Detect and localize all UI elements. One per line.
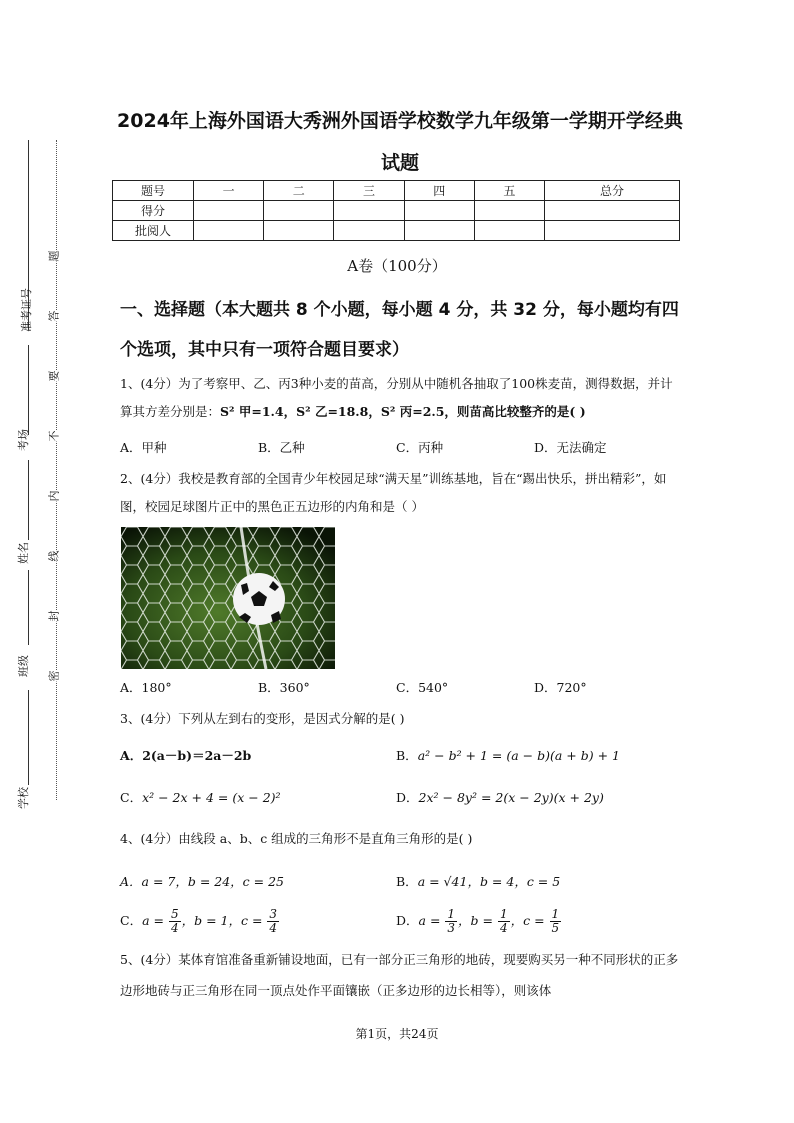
table-cell[interactable]	[545, 221, 680, 241]
table-cell: 二	[264, 181, 334, 201]
table-cell[interactable]	[264, 201, 334, 221]
table-cell[interactable]	[545, 201, 680, 221]
fraction	[267, 908, 279, 935]
math-value: 1	[220, 913, 229, 928]
q2-option-d[interactable]: D．720°	[534, 680, 587, 695]
denominator: 3	[447, 921, 456, 935]
math-expression: a = √41	[417, 874, 468, 889]
math-expression: a² − b² + 1 = (a − b)(a + b) + 1	[417, 748, 621, 763]
numerator: 1	[447, 907, 456, 921]
section-1-heading: 一、选择题（本大题共 8 个小题，每小题 4 分，共 32 分，每小题均有四个选项，其中只有一项符合题目要求）	[120, 300, 679, 360]
option-label: D．	[396, 913, 419, 928]
question-text: 1、(4分）为了考察甲、乙、丙3种小麦的苗高，分别从中随机各抽取了100株麦苗，测得数据，并计算其方差分别是：	[120, 376, 673, 419]
table-cell[interactable]	[264, 221, 334, 241]
seal-word: 要	[47, 370, 61, 382]
margin-label-class: 班级	[17, 655, 30, 677]
denominator: 4	[499, 921, 508, 935]
question-5: 5、(4分）某体育馆准备重新铺设地面，已有一部分正三角形的地砖，现要购买另一种不同形状的正多边形地砖与正三角形在同一顶点处作平面镶嵌（正多边形的边长相等），则该体	[120, 952, 679, 998]
math-expression: ，b = 4，c = 5	[467, 874, 561, 889]
table-cell: 一	[194, 181, 264, 201]
table-cell[interactable]	[404, 221, 474, 241]
question-3: 3、(4分）下列从左到右的变形，是因式分解的是( )	[120, 711, 405, 726]
q2-option-a[interactable]: A．180°	[120, 680, 172, 695]
seal-word: 封	[47, 610, 61, 622]
option-label: D．	[396, 790, 419, 805]
question-4: 4、(4分）由线段 a、b、c 组成的三角形不是直角三角形的是( )	[120, 831, 473, 846]
table-cell: 批阅人	[113, 221, 194, 241]
seal-word: 题	[47, 250, 61, 262]
q3-option-c[interactable]	[120, 788, 281, 806]
soccer-ball-photo	[121, 527, 335, 669]
option-label: B．	[396, 874, 418, 889]
table-cell: 总分	[545, 181, 680, 201]
q1-option-a[interactable]: A．甲种	[120, 440, 167, 455]
table-cell[interactable]	[194, 221, 264, 241]
margin-line	[28, 570, 29, 645]
question-2: 2、(4分）我校是教育部的全国青少年校园足球“满天星”训练基地，旨在“踢出快乐，拼出精彩”，如图，校园足球图片正中的黑色正五边形的内角和是（ ）	[120, 471, 667, 514]
margin-label-name: 姓名	[17, 542, 30, 564]
margin-line	[28, 690, 29, 785]
seal-word: 线	[47, 550, 61, 562]
table-cell: 四	[404, 181, 474, 201]
fraction	[445, 908, 457, 935]
q2-option-c[interactable]: C．540°	[396, 680, 449, 695]
q3-option-b[interactable]	[396, 746, 620, 764]
fraction	[550, 908, 562, 935]
table-cell[interactable]	[334, 221, 404, 241]
numerator: 3	[269, 907, 278, 921]
q4-option-a[interactable]: A．a = 7，b = 24，c = 25	[120, 874, 285, 889]
denominator: 4	[170, 921, 179, 935]
denominator: 4	[269, 921, 278, 935]
margin-line	[28, 345, 29, 435]
table-row	[113, 201, 680, 221]
q4-option-d[interactable]: D．a = $\frac{1}{3}$ ，b = $\frac{1}{4}$ ，c = $\frac{1}{5}$	[396, 907, 560, 935]
page-title	[100, 100, 700, 184]
margin-label-school: 学校	[17, 787, 30, 809]
q4-option-c[interactable]: C．a = $\frac{5}{4}$ ，b = 1，c = $\frac{3}{4}$	[120, 907, 278, 935]
score-table	[112, 180, 680, 241]
question-1	[120, 370, 680, 426]
table-cell: 五	[474, 181, 544, 201]
numerator: 1	[551, 907, 560, 921]
seal-word: 答	[47, 310, 61, 322]
math-expression: 2x² − 8y² = 2(x − 2y)(x + 2y)	[418, 790, 604, 805]
table-cell[interactable]	[404, 201, 474, 221]
table-cell[interactable]	[474, 221, 544, 241]
seal-line	[56, 140, 57, 800]
seal-word: 不	[47, 430, 61, 442]
question-text: S² 甲=1.4，S² 乙=18.8，S² 丙=2.5，则苗高比较整齐的是( )	[220, 404, 586, 419]
margin-label-exam-id: 准考证号	[20, 288, 33, 332]
q1-option-c[interactable]: C．丙种	[396, 440, 444, 455]
q2-option-b[interactable]: B．360°	[258, 680, 310, 695]
table-cell: 得分	[113, 201, 194, 221]
option-label: C．	[120, 913, 143, 928]
fraction	[498, 908, 510, 935]
denominator: 5	[551, 921, 560, 935]
table-cell: 三	[334, 181, 404, 201]
numerator: 1	[499, 907, 508, 921]
page-footer: 第1页，共24页	[355, 1027, 439, 1041]
fraction	[169, 908, 181, 935]
q3-option-a[interactable]: A．2(a－b)＝2a－2b	[120, 748, 252, 763]
seal-word: 密	[47, 670, 61, 682]
margin-label-room: 考场	[17, 429, 30, 451]
score-table-header	[113, 181, 680, 201]
q4-option-b[interactable]	[396, 872, 560, 890]
table-row	[113, 221, 680, 241]
seal-word: 内	[47, 490, 61, 502]
table-cell: 题号	[113, 181, 194, 201]
option-label: B．	[396, 748, 418, 763]
margin-line	[28, 460, 29, 540]
q1-option-b[interactable]: B．乙种	[258, 440, 305, 455]
table-cell[interactable]	[194, 201, 264, 221]
q3-option-d[interactable]	[396, 788, 604, 806]
table-cell[interactable]	[474, 201, 544, 221]
q1-option-d[interactable]: D．无法确定	[534, 440, 607, 455]
math-expression: x² − 2x + 4 = (x − 2)²	[142, 790, 281, 805]
option-label: C．	[120, 790, 143, 805]
title-line-1: 2024年上海外国语大秀洲外国语学校数学九年级第一学期开学经典	[117, 110, 683, 132]
section-a-heading: A卷（100分）	[347, 257, 447, 275]
table-cell[interactable]	[334, 201, 404, 221]
numerator: 5	[170, 907, 179, 921]
title-line-2: 试题	[380, 152, 419, 174]
